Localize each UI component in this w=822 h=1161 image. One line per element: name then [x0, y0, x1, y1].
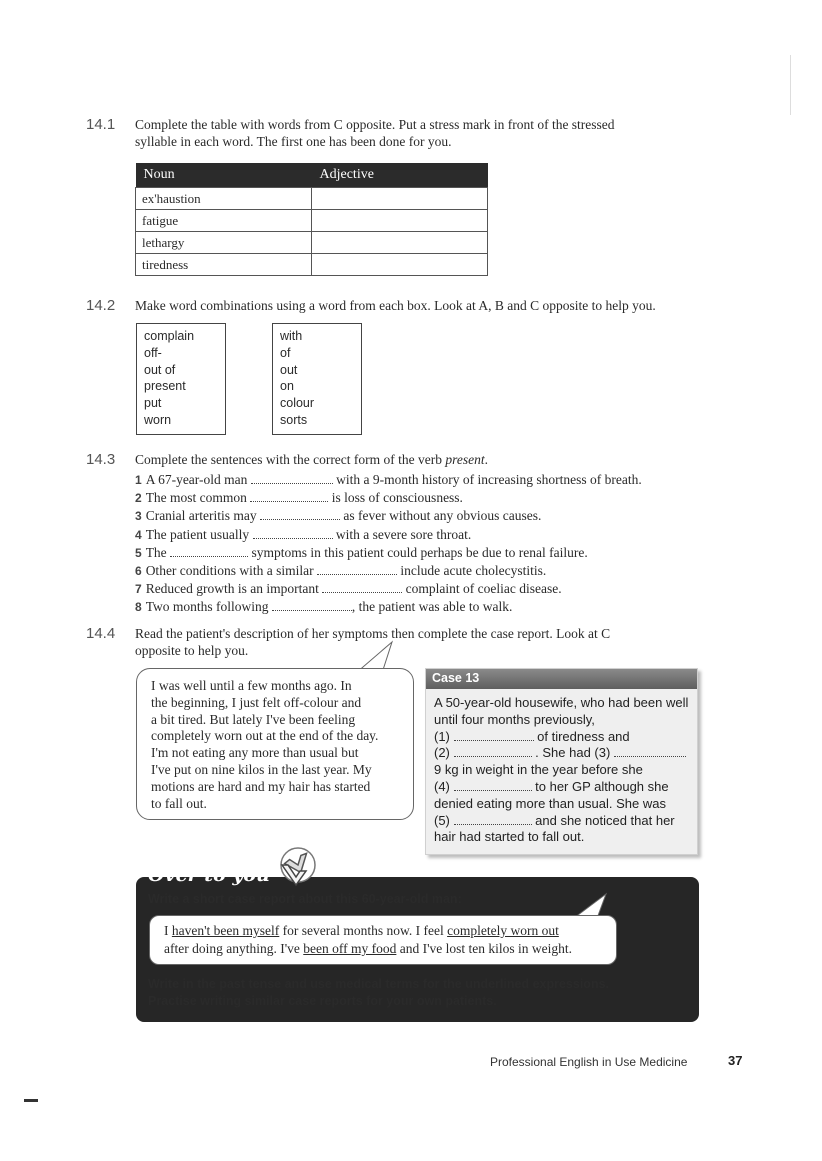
exercise-instruction [135, 625, 755, 659]
sentence-number: 5 [135, 545, 142, 560]
sentence-text: symptoms in this patient could perhaps be due to renal failure. [251, 544, 588, 560]
word-item: put [144, 396, 162, 411]
word-item: on [280, 379, 294, 394]
sentence-number: 6 [135, 564, 142, 579]
bubble-line: to fall out. [151, 795, 207, 811]
bubble-line: motions are hard and my hair has started [151, 778, 371, 794]
quote-text: and I've lost ten kilos in weight. [396, 941, 573, 956]
word-item: worn [144, 412, 172, 427]
case-text-part: of tiredness and [537, 728, 630, 744]
noun-cell: fatigue [136, 210, 312, 232]
answer-blank[interactable] [260, 509, 340, 520]
sentence-item [135, 471, 755, 489]
answer-blank[interactable] [251, 473, 333, 484]
answer-blank[interactable] [454, 746, 532, 757]
table-header-row [136, 163, 488, 188]
bubble-line: I've put on nine kilos in the last year. My [151, 761, 372, 777]
word-item: out of [144, 362, 176, 377]
adjective-cell[interactable] [312, 254, 488, 276]
sentence-text: is loss of consciousness. [331, 490, 463, 506]
instruction-line: opposite to help you. [135, 643, 249, 658]
exercise-number: 14.1 [86, 116, 116, 133]
noun-adjective-table [135, 163, 488, 276]
quote-line [164, 922, 602, 940]
sentence-text: with a 9-month history of increasing shortness of breath. [336, 472, 642, 487]
arrow-down-icon [272, 845, 320, 891]
bubble-line: I'm not eating any more than usual but [151, 745, 359, 761]
word-item: off- [144, 345, 162, 360]
case-line: until four months previously, [434, 711, 595, 727]
sentence-item [135, 544, 755, 562]
sentence-list [135, 471, 755, 617]
sentence-item [135, 526, 755, 544]
adjective-cell[interactable] [312, 188, 488, 210]
bubble-line: the beginning, I just felt off-colour and [151, 694, 362, 710]
sentence-text: Reduced growth is an important [145, 581, 319, 597]
exercise-number: 14.4 [86, 625, 116, 642]
exercise-instruction [135, 451, 755, 468]
answer-blank[interactable] [322, 582, 402, 593]
word-item: present [144, 379, 186, 394]
sentence-item [135, 507, 755, 525]
page-number: 37 [728, 1053, 743, 1068]
column-header: Adjective [312, 163, 488, 188]
answer-blank[interactable] [317, 564, 397, 575]
adjective-cell[interactable] [312, 210, 488, 232]
instruction-text: . [484, 452, 489, 467]
quote-line [164, 940, 602, 958]
adjective-cell[interactable] [312, 232, 488, 254]
noun-cell: ex'haustion [136, 188, 312, 210]
sentence-text: with a severe sore throat. [335, 526, 472, 542]
answer-blank[interactable] [454, 730, 534, 741]
over-to-you-instruction [148, 976, 609, 1010]
answer-blank[interactable] [250, 491, 328, 502]
answer-blank[interactable] [253, 528, 333, 539]
sentence-item [135, 562, 755, 580]
quote-text: I [164, 923, 172, 938]
sentence-number: 8 [135, 600, 142, 615]
word-item: colour [280, 396, 315, 411]
sentence-text: The [145, 544, 167, 560]
case-text-part: and she noticed that her [535, 812, 675, 828]
sentence-text: A 67-year-old man [145, 472, 248, 487]
case-line [434, 729, 689, 746]
answer-blank[interactable] [454, 814, 532, 825]
quote-speech-bubble [149, 915, 617, 965]
blank-number: (5) [434, 812, 450, 828]
word-item: out [280, 362, 298, 377]
case-text [426, 689, 697, 852]
word-box-1 [136, 323, 226, 435]
column-header: Noun [136, 163, 312, 188]
sentence-number: 3 [135, 509, 142, 524]
book-title: Professional English in Use Medicine [490, 1055, 688, 1069]
instruction-text: Complete the sentences with the correct form of the verb [135, 452, 446, 467]
case-text-part: . She had (3) [535, 745, 611, 761]
blank-number: (4) [434, 778, 450, 794]
exercise-number: 14.3 [86, 451, 116, 468]
sentence-item [135, 598, 755, 616]
table-row [136, 188, 488, 210]
exercise-instruction: Make word combinations using a word from each box. Look at A, B and C opposite to help you. [135, 298, 656, 313]
sentence-number: 1 [135, 473, 142, 487]
word-item: of [280, 345, 291, 360]
underlined-expression: haven't been myself [171, 923, 280, 938]
quote-text: for several months now. I feel [279, 923, 448, 938]
noun-cell: tiredness [136, 254, 312, 276]
case-line: 9 kg in weight in the year before she [434, 762, 643, 778]
blank-number: (2) [434, 745, 450, 761]
over-to-you-prompt: Write a short case report about this 60-year-old man: [148, 892, 462, 906]
case-report-box [425, 668, 698, 855]
sentence-number: 2 [135, 491, 142, 506]
noun-cell: lethargy [136, 232, 312, 254]
sentence-item [135, 580, 755, 598]
instruction-verb: present [445, 452, 485, 467]
table-row [136, 254, 488, 276]
instruction-line: Write in the past tense and use medical terms for the underlined expressions. [148, 977, 610, 991]
table-row [136, 232, 488, 254]
sentence-text: Two months following [145, 599, 269, 615]
page-edge [790, 55, 801, 115]
instruction-line: Complete the table with words from C opposite. Put a stress mark in front of the stressed [135, 117, 615, 132]
case-line: hair had started to fall out. [434, 829, 585, 845]
case-line [434, 813, 689, 830]
exercise-number: 14.2 [86, 297, 116, 314]
sentence-text: complaint of coeliac disease. [405, 581, 562, 597]
sentence-text: include acute cholecystitis. [400, 563, 547, 579]
bubble-line: I was well until a few months ago. In [151, 678, 352, 693]
underlined-expression: been off my food [303, 941, 397, 956]
bubble-line: a bit tired. But lately I've been feeling [151, 711, 356, 727]
word-item: sorts [280, 412, 308, 427]
answer-blank[interactable] [170, 546, 248, 557]
instruction-line: syllable in each word. The first one has been done for you. [135, 134, 452, 149]
quote-text: after doing anything. I've [164, 941, 304, 956]
case-line: A 50-year-old housewife, who had been well [434, 695, 689, 710]
sentence-number: 4 [135, 527, 142, 542]
table-row [136, 210, 488, 232]
answer-blank[interactable] [454, 780, 532, 791]
answer-blank[interactable] [614, 746, 686, 757]
sentence-text: as fever without any obvious causes. [343, 508, 542, 524]
sentence-item [135, 489, 755, 507]
case-title: Case 13 [426, 669, 697, 689]
page-mark [24, 1099, 38, 1102]
bubble-line: completely worn out at the end of the day. [151, 728, 379, 744]
case-line: denied eating more than usual. She was [434, 795, 666, 811]
answer-blank[interactable] [272, 600, 352, 611]
sentence-text: The patient usually [145, 526, 250, 542]
instruction-line: Practise writing similar case reports for your own patients. [148, 994, 497, 1008]
instruction-line: Read the patient's description of her symptoms then complete the case report. Look at C [135, 626, 611, 641]
word-item: with [280, 329, 303, 343]
case-line [434, 745, 689, 762]
blank-number: (1) [434, 728, 450, 744]
underlined-expression: completely worn out [447, 923, 559, 938]
sentence-number: 7 [135, 582, 142, 597]
sentence-text: The most common [145, 490, 247, 506]
word-item: complain [144, 329, 195, 343]
word-box-2 [272, 323, 362, 435]
case-line [434, 779, 689, 796]
over-to-you-title: Over to you [148, 864, 270, 886]
patient-speech-bubble [136, 668, 414, 820]
sentence-text: Other conditions with a similar [145, 563, 314, 579]
exercise-instruction [135, 116, 755, 150]
sentence-text: , the patient was able to walk. [351, 599, 513, 615]
sentence-text: Cranial arteritis may [145, 508, 257, 524]
case-text-part: to her GP although she [535, 778, 669, 794]
